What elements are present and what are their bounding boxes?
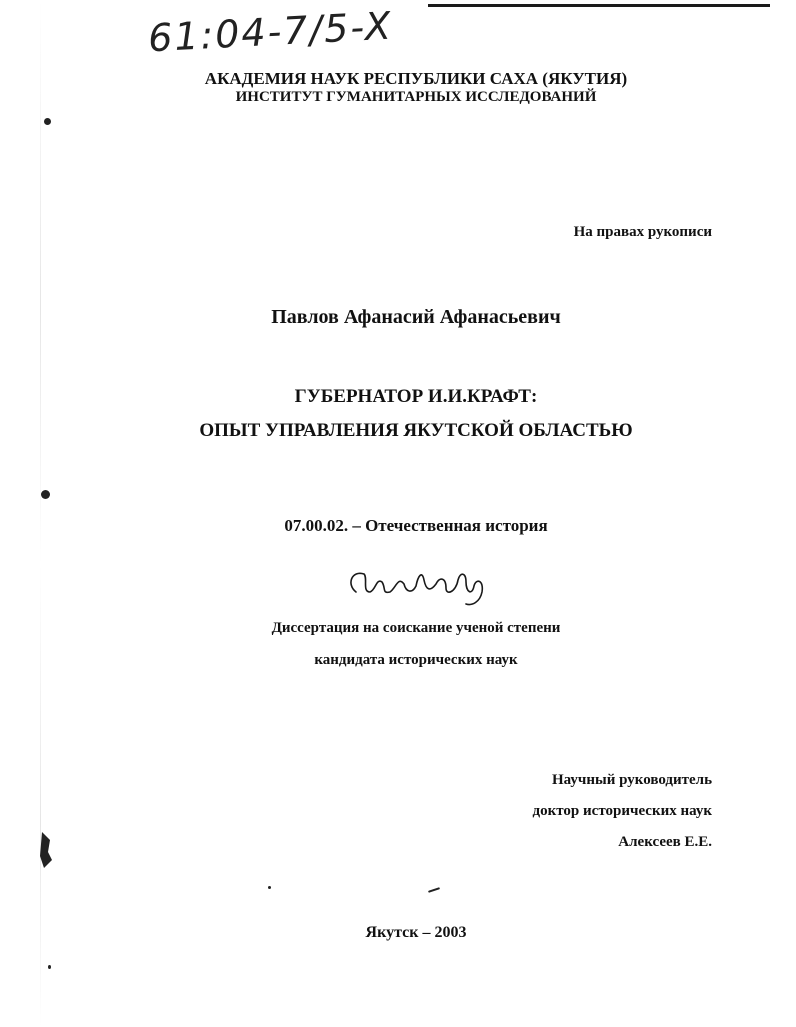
scan-edge-line xyxy=(40,0,41,1027)
degree-line-1: Диссертация на соискание ученой степени xyxy=(271,620,561,636)
scan-speck xyxy=(48,965,51,969)
degree-line-2: кандидата исторических наук xyxy=(314,652,518,668)
specialty: 07.00.02. – Отечественная история xyxy=(284,516,548,535)
rights-note: На правах рукописи xyxy=(573,224,712,240)
organization-institute: ИНСТИТУТ ГУМАНИТАРНЫХ ИССЛЕДОВАНИЙ xyxy=(235,89,597,105)
scan-speck xyxy=(44,118,51,125)
scan-speck xyxy=(428,887,440,893)
scan-speck xyxy=(268,886,271,889)
supervisor-degree: доктор исторических наук xyxy=(532,803,712,819)
title-line-2: ОПЫТ УПРАВЛЕНИЯ ЯКУТСКОЙ ОБЛАСТЬЮ xyxy=(199,420,633,441)
organization-academy: АКАДЕМИЯ НАУК РЕСПУБЛИКИ САХА (ЯКУТИЯ) xyxy=(204,69,628,88)
supervisor-name: Алексеев Е.Е. xyxy=(618,834,712,850)
handwritten-catalog-number: 61:04-7/5-X xyxy=(147,3,394,61)
title-line-1: ГУБЕРНАТОР И.И.КРАФТ: xyxy=(294,386,538,407)
author-name: Павлов Афанасий Афанасьевич xyxy=(271,306,561,328)
scan-speck xyxy=(41,490,50,499)
author-signature xyxy=(342,562,490,612)
scan-speck xyxy=(38,830,54,870)
supervisor-role: Научный руководитель xyxy=(552,772,712,788)
city-year: Якутск – 2003 xyxy=(365,924,467,941)
top-scan-rule xyxy=(428,4,770,7)
